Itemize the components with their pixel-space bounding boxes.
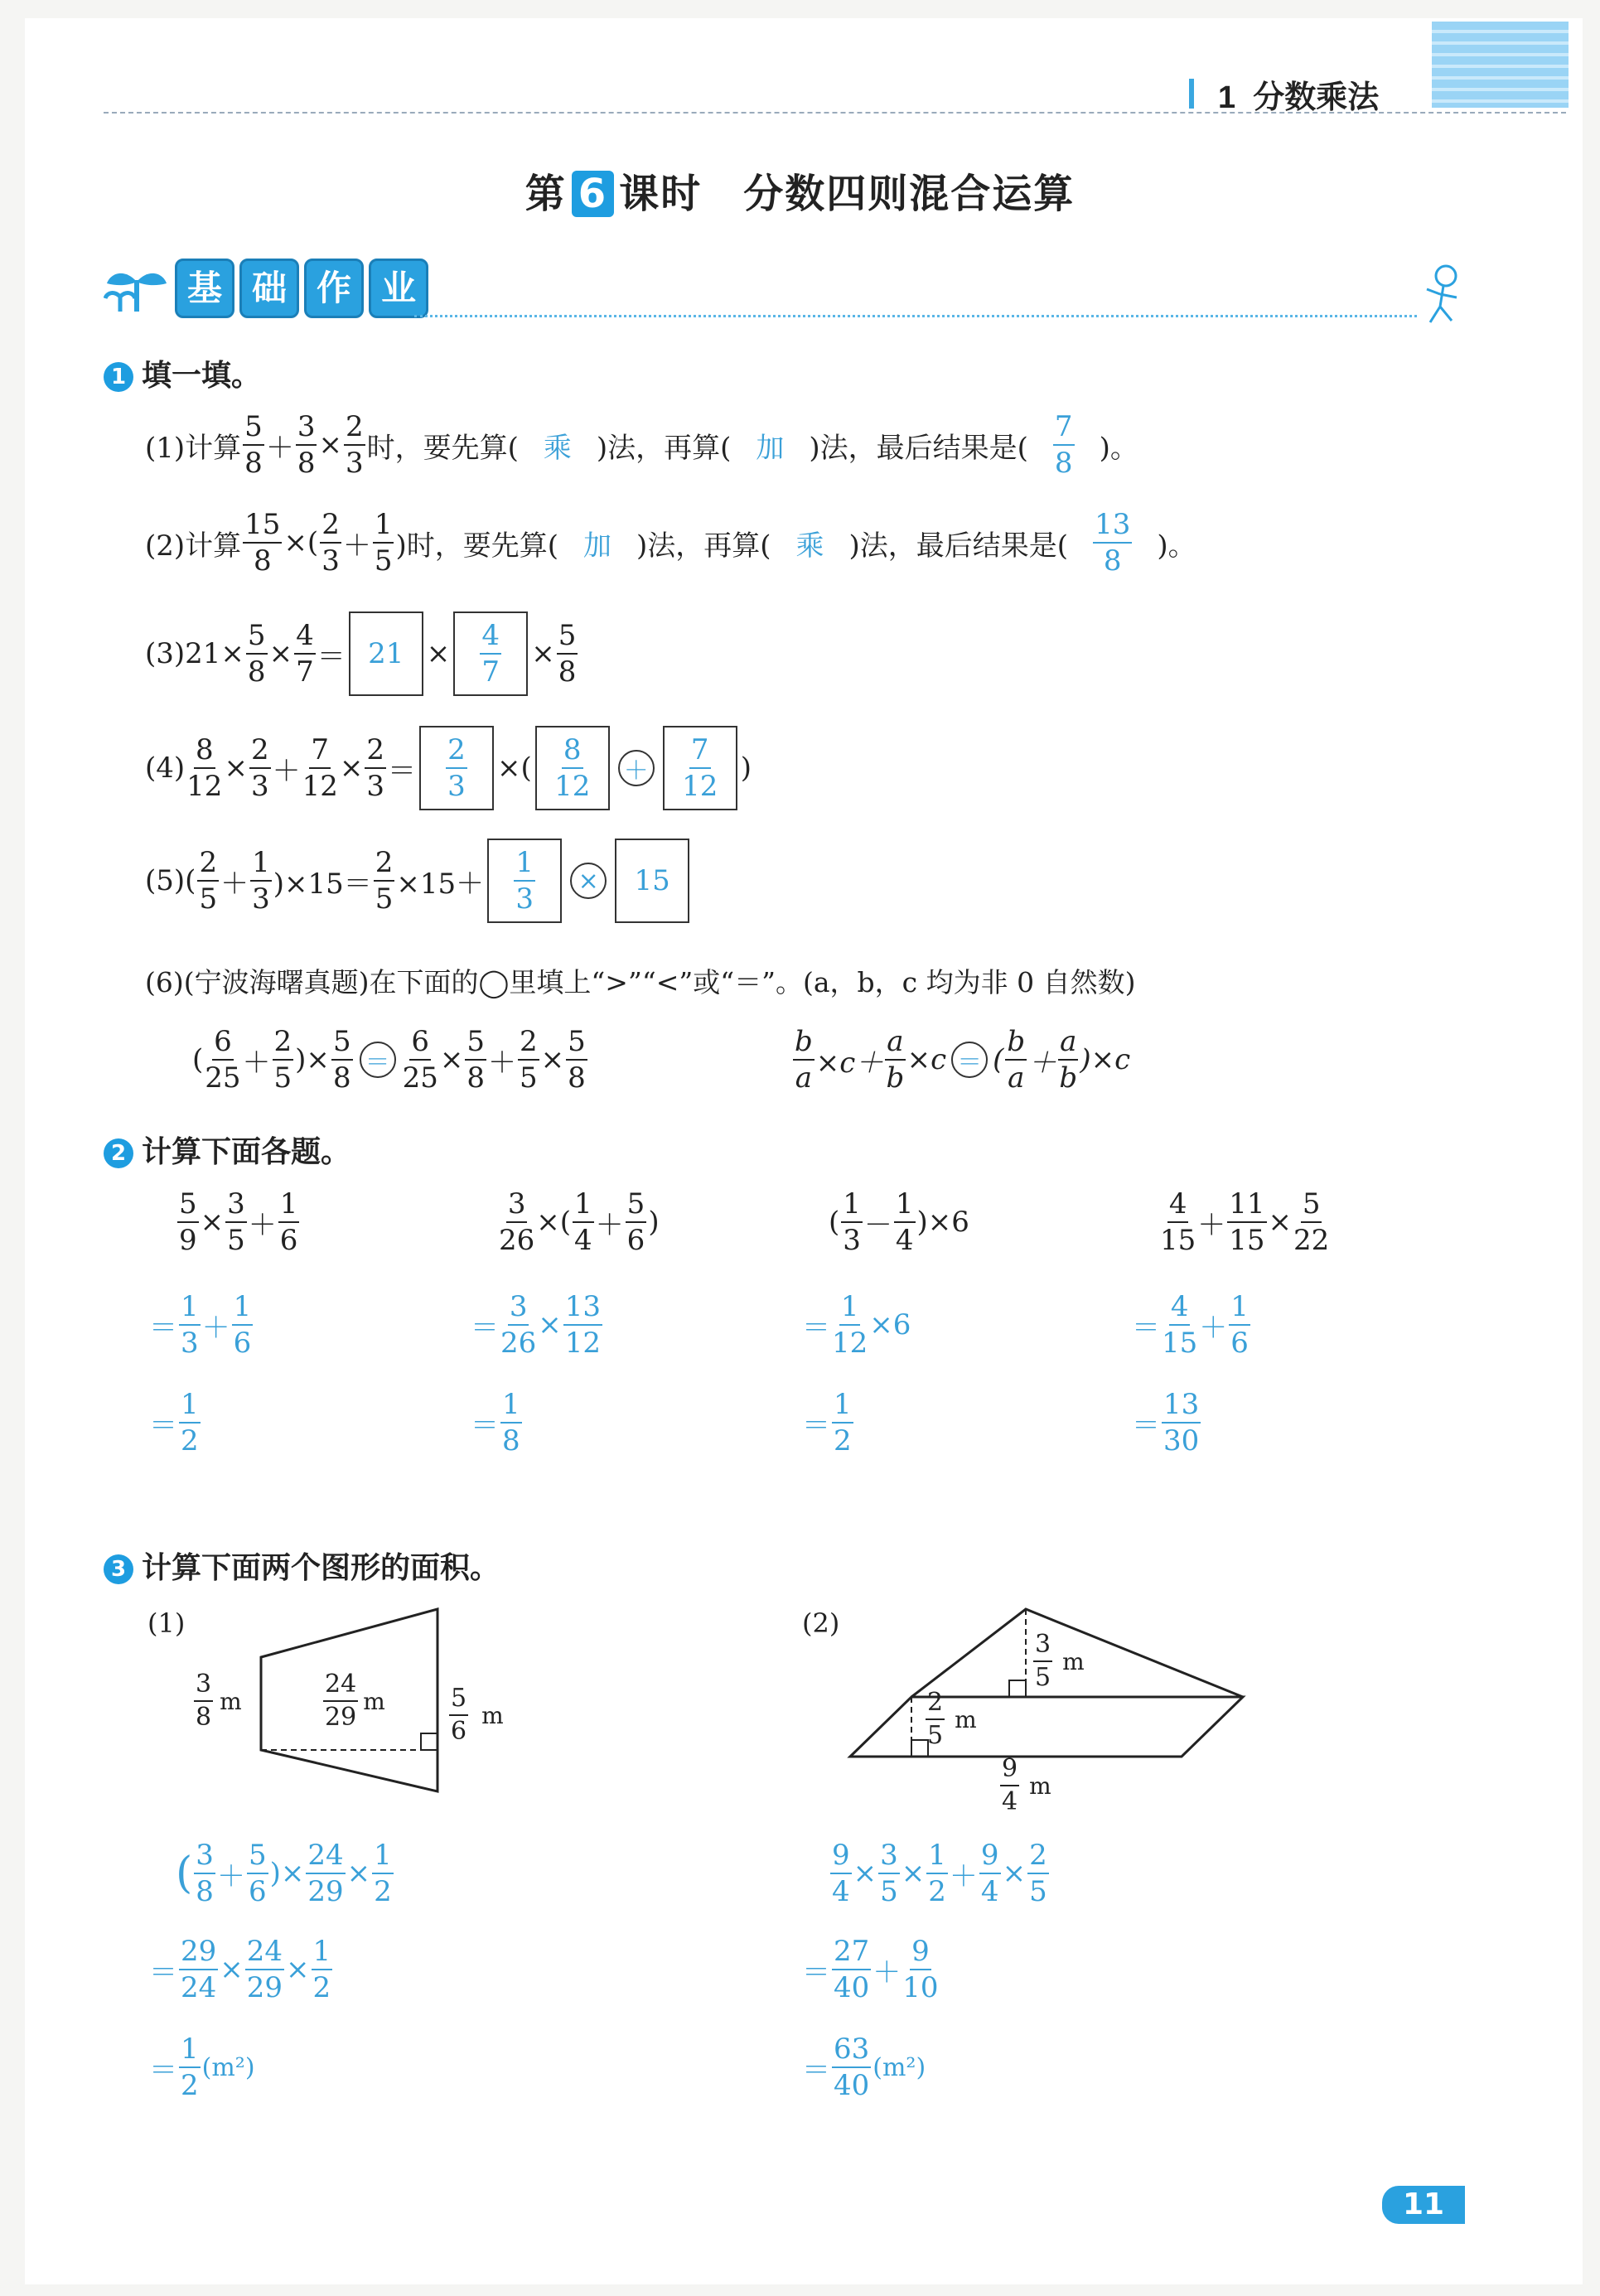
q2-item-3-step: ＝ $\frac{1}{12}$ ×6 bbox=[802, 1290, 911, 1360]
figure-2-solution-2: ＝ $\frac{27}{40}$ ＋ $\frac{9}{10}$ bbox=[802, 1935, 939, 2004]
q1-part6-left: ( $\frac{6}{25}$ ＋ $\frac{2}{5}$ )× $\frac{5}{8}$ ＝ $\frac{6}{25}$ × $\frac{5}{8}$ ＋ $\frac{2}{5}$ × $\frac{5}{8}$ bbox=[192, 1025, 586, 1095]
figure-2-solution-3: ＝ $\frac{63}{40}$ (m²) bbox=[802, 2033, 926, 2102]
section-char: 础 bbox=[239, 259, 299, 318]
q1-part2: (2)计算 $\frac{15}{8}$ ×( $\frac{2}{3}$ ＋ $\frac{1}{5}$ )时，要先算( 加 )法，再算( 乘 )法，最后结果是( $\frac{13}{8}$ )。 bbox=[145, 508, 1196, 578]
q1-part5: (5)( $\frac{2}{5}$ ＋ $\frac{1}{3}$ )×15＝ $\frac{2}{5}$ ×15＋ $\frac{1}{3}$ × 15 bbox=[145, 839, 693, 923]
lesson-title: 第 6 课时 分数四则混合运算 bbox=[524, 171, 1076, 217]
q2-item-4-step: ＝ $\frac{4}{15}$ ＋ $\frac{1}{6}$ bbox=[1132, 1290, 1249, 1360]
sprout-icon bbox=[104, 263, 170, 313]
page-number: 11 bbox=[1382, 2186, 1465, 2224]
figure-2-top-height: $\frac{3}{5}$ m bbox=[1035, 1630, 1085, 1692]
q2-item-1-expr: $\frac{5}{9}$ × $\frac{3}{5}$ ＋ $\frac{1}{6}$ bbox=[179, 1187, 298, 1257]
q1-part6-instructions: (6)(宁波海曙真题)在下面的◯里填上“>”“<”或“＝”。(a，b，c 均为非 0 自然数) bbox=[145, 966, 1136, 998]
answer: $\frac{13}{8}$ bbox=[1095, 508, 1131, 578]
figure-2-label: (2) bbox=[802, 1607, 840, 1639]
header-chapter: 1 分数乘法 bbox=[1218, 80, 1380, 115]
answer-box: $\frac{4}{7}$ bbox=[453, 611, 528, 696]
figure-2-base: $\frac{9}{4}$ m bbox=[1002, 1754, 1051, 1816]
q2-item-2-result: ＝ $\frac{1}{8}$ bbox=[471, 1388, 520, 1457]
q1-part1: (1)计算 $\frac{5}{8}$ ＋ $\frac{3}{8}$ × $\frac{2}{3}$ 时，要先算( 乘 )法，再算( 加 )法，最后结果是( $\frac{7}{8}$ )。 bbox=[145, 410, 1138, 480]
question-1-title: 1 填一填。 bbox=[104, 352, 261, 394]
question-2-title: 2 计算下面各题。 bbox=[104, 1129, 350, 1171]
section-char: 业 bbox=[369, 259, 428, 318]
q1-part6-right: $\frac{b}{a}$ ×c＋ $\frac{a}{b}$ ×c ＝ ( $\frac{b}{a}$ ＋ $\frac{a}{b}$ )×c bbox=[795, 1025, 1131, 1095]
q2-item-4-expr: $\frac{4}{15}$ ＋ $\frac{11}{15}$ × $\frac{5}{22}$ bbox=[1160, 1187, 1330, 1257]
answer-circle: ＋ bbox=[618, 750, 655, 786]
header-bar bbox=[1189, 79, 1194, 109]
header-divider bbox=[104, 112, 1566, 114]
answer-box: $\frac{7}{12}$ bbox=[663, 726, 737, 810]
answer-box: 21 bbox=[349, 611, 423, 696]
q1-part4: (4) $\frac{8}{12}$ × $\frac{2}{3}$ ＋ $\frac{7}{12}$ × $\frac{2}{3}$ ＝ $\frac{2}{3}$ ×( $\frac{8}{12}$ ＋ $\frac{7}{12}$ ) bbox=[145, 726, 752, 810]
question-3-title: 3 计算下面两个图形的面积。 bbox=[104, 1544, 500, 1587]
q2-item-1-result: ＝ $\frac{1}{2}$ bbox=[149, 1388, 199, 1457]
q2-item-3-result: ＝ $\frac{1}{2}$ bbox=[802, 1388, 852, 1457]
q2-item-1-step: ＝ $\frac{1}{3}$ ＋ $\frac{1}{6}$ bbox=[149, 1290, 252, 1360]
q2-item-2-expr: $\frac{3}{26}$ ×( $\frac{1}{4}$ ＋ $\frac{5}{6}$ ) bbox=[499, 1187, 660, 1257]
runner-icon bbox=[1409, 261, 1475, 327]
q2-item-3-expr: ( $\frac{1}{3}$ － $\frac{1}{4}$ )×6 bbox=[829, 1187, 969, 1257]
figure-1-solution-2: ＝ $\frac{29}{24}$ × $\frac{24}{29}$ × $\frac{1}{2}$ bbox=[149, 1935, 331, 2004]
answer-circle: ＝ bbox=[360, 1042, 396, 1078]
answer: 乘 bbox=[543, 431, 572, 465]
q2-item-4-result: ＝ $\frac{13}{30}$ bbox=[1132, 1388, 1200, 1457]
answer-circle: ＝ bbox=[951, 1042, 988, 1078]
section-char: 基 bbox=[175, 259, 234, 318]
header-decoration bbox=[1432, 22, 1569, 108]
answer-box: $\frac{1}{3}$ bbox=[487, 839, 562, 923]
answer: 加 bbox=[756, 431, 785, 465]
q1-part3: (3)21× $\frac{5}{8}$ × $\frac{4}{7}$ ＝ 21 × $\frac{4}{7}$ × $\frac{5}{8}$ bbox=[145, 611, 579, 696]
section-char: 作 bbox=[304, 259, 364, 318]
section-divider bbox=[414, 315, 1417, 317]
figure-1-solution-3: ＝ $\frac{1}{2}$ (m²) bbox=[149, 2033, 255, 2102]
figure-1-height: $\frac{24}{29}$ m bbox=[325, 1670, 385, 1732]
figure-2-solution-1: $\frac{9}{4}$ × $\frac{3}{5}$ × $\frac{1}{2}$ ＋ $\frac{9}{4}$ × $\frac{2}{5}$ bbox=[832, 1839, 1047, 1908]
answer-box: 15 bbox=[615, 839, 689, 923]
answer-box: $\frac{8}{12}$ bbox=[535, 726, 610, 810]
figure-1-right-side: $\frac{5}{6}$ m bbox=[451, 1684, 504, 1746]
figure-2-inner-height: $\frac{2}{5}$ m bbox=[927, 1688, 977, 1750]
figure-1-left-side: $\frac{3}{8}$ m bbox=[196, 1670, 242, 1732]
figure-1-solution-1: ( $\frac{3}{8}$ ＋ $\frac{5}{6}$ )× $\frac{24}{29}$ × $\frac{1}{2}$ bbox=[176, 1839, 392, 1908]
answer-box: $\frac{2}{3}$ bbox=[419, 726, 494, 810]
answer: 乘 bbox=[795, 529, 824, 563]
answer-circle: × bbox=[570, 863, 607, 899]
q2-item-2-step: ＝ $\frac{3}{26}$ × $\frac{13}{12}$ bbox=[471, 1290, 602, 1360]
answer: $\frac{7}{8}$ bbox=[1054, 410, 1073, 480]
figure-1-label: (1) bbox=[147, 1607, 186, 1639]
section-banner bbox=[104, 257, 428, 320]
answer: 加 bbox=[583, 529, 612, 563]
